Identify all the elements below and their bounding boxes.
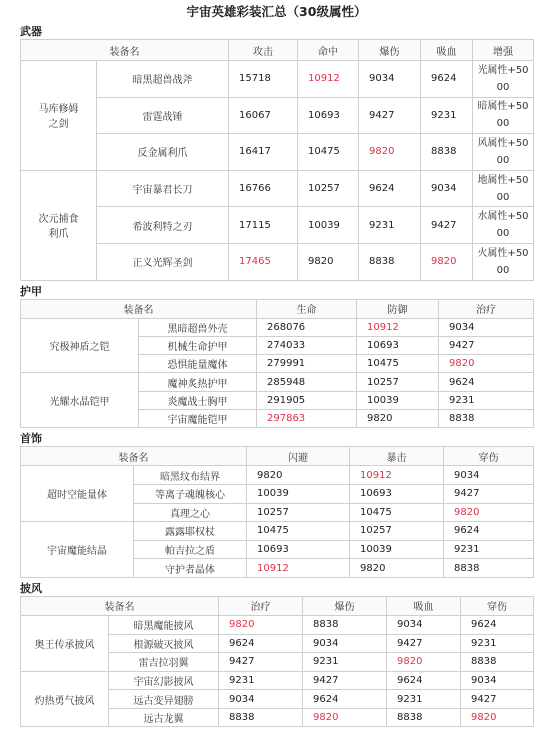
jewelry-set-name: 宇宙魔能结晶 — [21, 522, 134, 578]
cloak-stat-value: 9231 — [461, 634, 534, 653]
weapon-header-row — [21, 40, 534, 61]
armor-row — [21, 318, 534, 336]
cloak-stat-value: 8838 — [387, 708, 461, 727]
jewelry-header-cell: 装备名 — [21, 447, 247, 466]
weapon-header-cell: 装备名 — [21, 40, 229, 61]
cloak-stat-value: 9820 — [387, 653, 461, 672]
jewelry-stat-value: 9820 — [350, 559, 444, 578]
weapon-stat-value: 8838 — [421, 134, 473, 171]
weapon-stat-value: 9820 — [421, 243, 473, 280]
cloak-stat-value: 8838 — [219, 708, 303, 727]
weapon-stat-value: 8838 — [359, 243, 421, 280]
weapon-stat-value: 17465 — [229, 243, 298, 280]
weapon-enhance-value: 暗属性+5000 — [473, 97, 534, 134]
armor-stat-value: 279991 — [257, 355, 357, 373]
cloak-stat-value: 8838 — [303, 615, 387, 634]
cloak-stat-value: 9820 — [461, 708, 534, 727]
cloak-stat-value: 9624 — [219, 634, 303, 653]
weapon-header-cell: 爆伤 — [359, 40, 421, 61]
weapon-header-cell: 攻击 — [229, 40, 298, 61]
weapon-item-name: 宇宙暴君长刀 — [97, 170, 229, 207]
armor-set-name: 光耀水晶铠甲 — [21, 373, 139, 428]
weapon-item-name: 正义光辉圣剑 — [97, 243, 229, 280]
cloak-header-cell: 爆伤 — [303, 596, 387, 615]
cloak-stat-value: 9427 — [303, 671, 387, 690]
weapon-stat-value: 17115 — [229, 207, 298, 244]
cloak-stat-value: 9231 — [387, 690, 461, 709]
armor-item-name: 黑暗超兽外壳 — [139, 318, 257, 336]
weapon-enhance-value: 地属性+5000 — [473, 170, 534, 207]
cloak-stat-value: 9820 — [219, 615, 303, 634]
armor-stat-value: 297863 — [257, 410, 357, 428]
weapon-stat-value: 10475 — [298, 134, 359, 171]
jewelry-item-name: 暗黑纹布结界 — [134, 466, 247, 485]
cloak-item-name: 远古变异翅膀 — [109, 690, 219, 709]
weapon-header-cell: 增强 — [473, 40, 534, 61]
armor-section-label: 护甲 — [20, 284, 42, 298]
armor-stat-value: 10039 — [357, 391, 439, 409]
cloak-stat-value: 9231 — [219, 671, 303, 690]
weapon-stat-value: 10693 — [298, 97, 359, 134]
armor-item-name: 魔神炙热护甲 — [139, 373, 257, 391]
armor-stat-value: 274033 — [257, 336, 357, 354]
weapon-header-cell: 吸血 — [421, 40, 473, 61]
cloak-stat-value: 8838 — [461, 653, 534, 672]
armor-item-name: 恐惧能量魔体 — [139, 355, 257, 373]
armor-stat-value: 9624 — [439, 373, 534, 391]
cloak-set-name: 灼热勇气披风 — [21, 671, 109, 727]
armor-section — [20, 284, 533, 429]
jewelry-stat-value: 10257 — [350, 522, 444, 541]
cloak-header-row — [21, 596, 534, 615]
armor-item-name: 宇宙魔能铠甲 — [139, 410, 257, 428]
armor-stat-value: 9034 — [439, 318, 534, 336]
weapon-stat-value: 9624 — [359, 170, 421, 207]
jewelry-item-name: 等离子魂魄核心 — [134, 484, 247, 503]
jewelry-stat-value: 10912 — [350, 466, 444, 485]
jewelry-stat-value: 9624 — [444, 522, 534, 541]
cloak-row — [21, 671, 534, 690]
weapon-row — [21, 170, 534, 207]
jewelry-stat-value: 10039 — [247, 484, 350, 503]
armor-header-cell: 生命 — [257, 299, 357, 318]
armor-header-cell: 防御 — [357, 299, 439, 318]
weapon-set-name: 次元捕食利爪 — [21, 170, 97, 280]
weapon-row — [21, 243, 534, 280]
weapon-stat-value: 10039 — [298, 207, 359, 244]
cloak-table — [20, 596, 534, 728]
armor-stat-value: 8838 — [439, 410, 534, 428]
armor-stat-value: 9820 — [439, 355, 534, 373]
jewelry-section-label: 首饰 — [20, 432, 42, 446]
weapon-stat-value: 9034 — [421, 170, 473, 207]
cloak-stat-value: 9034 — [387, 615, 461, 634]
weapon-enhance-value: 水属性+5000 — [473, 207, 534, 244]
cloak-stat-value: 9427 — [387, 634, 461, 653]
jewelry-stat-value: 9231 — [444, 540, 534, 559]
jewelry-table — [20, 446, 534, 578]
armor-table — [20, 299, 534, 429]
jewelry-stat-value: 10912 — [247, 559, 350, 578]
weapon-set-name: 马库修姆之剑 — [21, 61, 97, 171]
cloak-header-cell: 穿伤 — [461, 596, 534, 615]
cloak-header-cell: 吸血 — [387, 596, 461, 615]
weapon-stat-value: 9231 — [359, 207, 421, 244]
weapon-row — [21, 207, 534, 244]
weapon-table — [20, 39, 534, 281]
cloak-row — [21, 615, 534, 634]
armor-set-name: 究极神盾之铠 — [21, 318, 139, 373]
weapon-item-name: 希波利特之刃 — [97, 207, 229, 244]
weapon-row — [21, 97, 534, 134]
armor-stat-value: 291905 — [257, 391, 357, 409]
jewelry-set-name: 超时空能量体 — [21, 466, 134, 522]
weapon-section — [20, 24, 533, 281]
cloak-stat-value: 9624 — [461, 615, 534, 634]
jewelry-stat-value: 10693 — [350, 484, 444, 503]
armor-stat-value: 10475 — [357, 355, 439, 373]
cloak-item-name: 远古龙翼 — [109, 708, 219, 727]
weapon-stat-value: 16417 — [229, 134, 298, 171]
weapon-row — [21, 61, 534, 98]
weapon-header-cell: 命中 — [298, 40, 359, 61]
weapon-section-label: 武器 — [20, 25, 42, 38]
armor-header-cell: 治疗 — [439, 299, 534, 318]
weapon-enhance-value: 光属性+5000 — [473, 61, 534, 98]
jewelry-section — [20, 431, 533, 578]
weapon-item-name: 雷霆战锤 — [97, 97, 229, 134]
cloak-stat-value: 9034 — [303, 634, 387, 653]
cloak-section — [20, 581, 533, 728]
armor-row — [21, 373, 534, 391]
armor-stat-value: 9231 — [439, 391, 534, 409]
cloak-header-cell: 装备名 — [21, 596, 219, 615]
weapon-stat-value: 16766 — [229, 170, 298, 207]
jewelry-item-name: 真理之心 — [134, 503, 247, 522]
weapon-stat-value: 10912 — [298, 61, 359, 98]
jewelry-stat-value: 9427 — [444, 484, 534, 503]
jewelry-stat-value: 8838 — [444, 559, 534, 578]
weapon-stat-value: 9820 — [298, 243, 359, 280]
weapon-stat-value: 9820 — [359, 134, 421, 171]
armor-header-row — [21, 299, 534, 318]
armor-stat-value: 10693 — [357, 336, 439, 354]
cloak-stat-value: 9820 — [303, 708, 387, 727]
jewelry-item-name: 帕吉拉之盾 — [134, 540, 247, 559]
jewelry-row — [21, 522, 534, 541]
cloak-item-name: 雷吉拉羽翼 — [109, 653, 219, 672]
jewelry-stat-value: 10039 — [350, 540, 444, 559]
cloak-section-label: 披风 — [20, 581, 42, 595]
jewelry-header-cell: 闪避 — [247, 447, 350, 466]
weapon-stat-value: 9231 — [421, 97, 473, 134]
cloak-stat-value: 9034 — [461, 671, 534, 690]
jewelry-stat-value: 9820 — [444, 503, 534, 522]
cloak-item-name: 暗黑魔能披风 — [109, 615, 219, 634]
weapon-enhance-value: 风属性+5000 — [473, 134, 534, 171]
jewelry-stat-value: 10475 — [350, 503, 444, 522]
armor-stat-value: 268076 — [257, 318, 357, 336]
weapon-item-name: 反金属利爪 — [97, 134, 229, 171]
jewelry-header-cell: 暴击 — [350, 447, 444, 466]
weapon-stat-value: 9427 — [421, 207, 473, 244]
jewelry-stat-value: 10693 — [247, 540, 350, 559]
jewelry-header-cell: 穿伤 — [444, 447, 534, 466]
cloak-stat-value: 9427 — [219, 653, 303, 672]
armor-stat-value: 285948 — [257, 373, 357, 391]
armor-stat-value: 9427 — [439, 336, 534, 354]
armor-stat-value: 10257 — [357, 373, 439, 391]
jewelry-item-name: 守护者晶体 — [134, 559, 247, 578]
armor-item-name: 机械生命护甲 — [139, 336, 257, 354]
cloak-stat-value: 9624 — [387, 671, 461, 690]
cloak-item-name: 根源破灭披风 — [109, 634, 219, 653]
jewelry-stat-value: 10475 — [247, 522, 350, 541]
weapon-stat-value: 9427 — [359, 97, 421, 134]
jewelry-stat-value: 9820 — [247, 466, 350, 485]
weapon-item-name: 暗黑超兽战斧 — [97, 61, 229, 98]
jewelry-item-name: 露露耶权杖 — [134, 522, 247, 541]
weapon-stat-value: 9624 — [421, 61, 473, 98]
weapon-enhance-value: 火属性+5000 — [473, 243, 534, 280]
armor-stat-value: 9820 — [357, 410, 439, 428]
jewelry-header-row — [21, 447, 534, 466]
jewelry-stat-value: 9034 — [444, 466, 534, 485]
jewelry-row — [21, 466, 534, 485]
jewelry-stat-value: 10257 — [247, 503, 350, 522]
cloak-item-name: 宇宙幻影披风 — [109, 671, 219, 690]
armor-stat-value: 10912 — [357, 318, 439, 336]
cloak-stat-value: 9427 — [461, 690, 534, 709]
cloak-header-cell: 治疗 — [219, 596, 303, 615]
cloak-stat-value: 9231 — [303, 653, 387, 672]
weapon-stat-value: 15718 — [229, 61, 298, 98]
cloak-set-name: 奥王传承披风 — [21, 615, 109, 671]
weapon-stat-value: 9034 — [359, 61, 421, 98]
armor-header-cell: 装备名 — [21, 299, 257, 318]
weapon-stat-value: 16067 — [229, 97, 298, 134]
weapon-stat-value: 10257 — [298, 170, 359, 207]
armor-item-name: 炎魔战士胸甲 — [139, 391, 257, 409]
weapon-row — [21, 134, 534, 171]
cloak-stat-value: 9624 — [303, 690, 387, 709]
page-title: 宇宙英雄彩装汇总（30级属性） — [186, 4, 367, 19]
cloak-stat-value: 9034 — [219, 690, 303, 709]
